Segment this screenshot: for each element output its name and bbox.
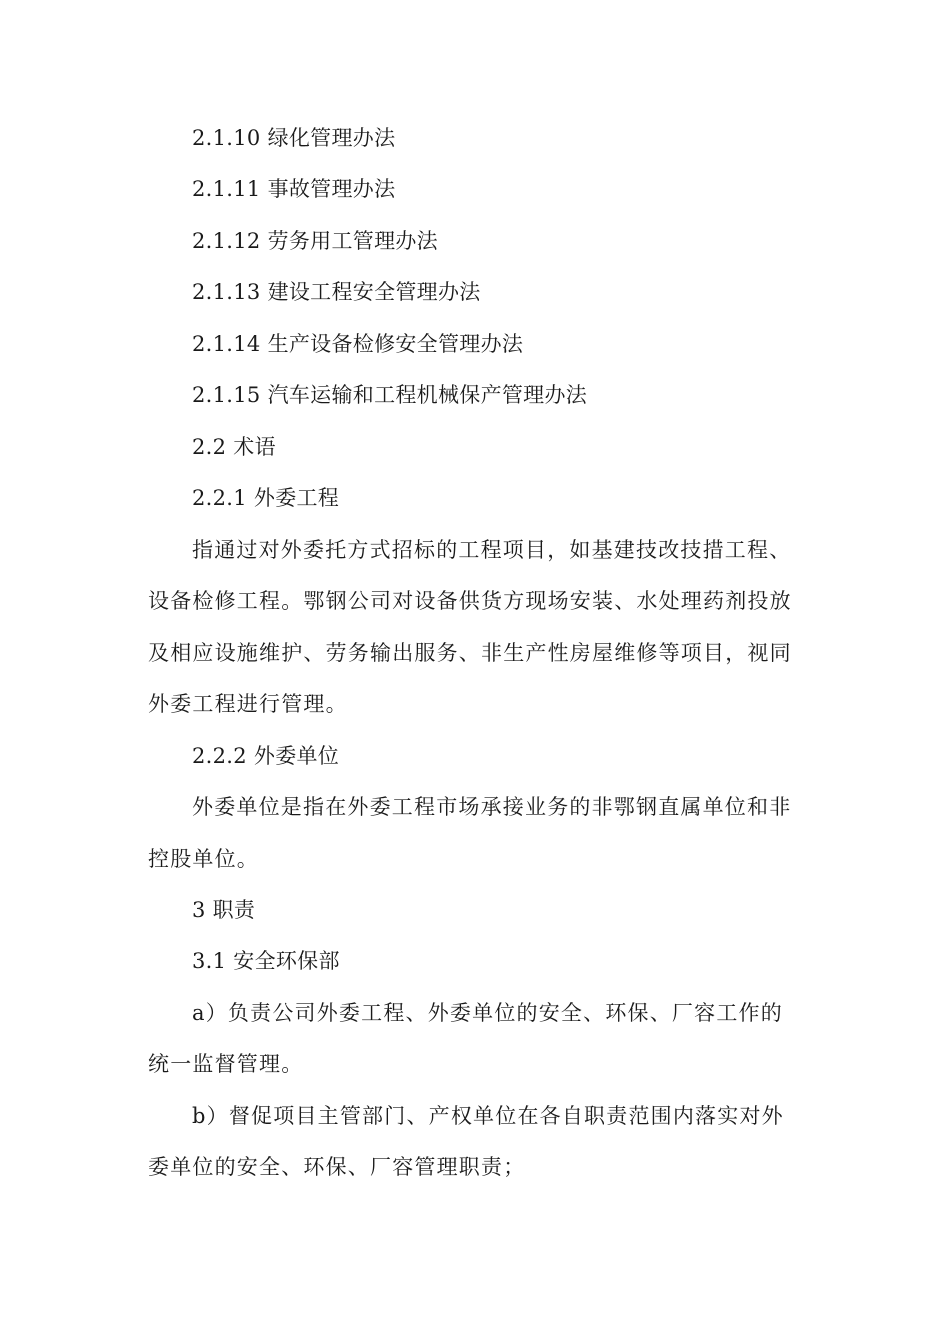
item-2-1-10: 2.1.10 绿化管理办法 bbox=[192, 126, 396, 150]
item-2-1-11: 2.1.11 事故管理办法 bbox=[192, 177, 396, 201]
paragraph-line: 及相应设施维护、劳务输出服务、非生产性房屋维修等项目，视同 bbox=[148, 641, 792, 665]
section-heading-2-2: 2.2 术语 bbox=[192, 435, 276, 459]
paragraph-line: 设备检修工程。鄂钢公司对设备供货方现场安装、水处理药剂投放 bbox=[148, 589, 792, 613]
subsection-heading-2-2-1: 2.2.1 外委工程 bbox=[192, 486, 340, 510]
list-item-b: b）督促项目主管部门、产权单位在各自职责范围内落实对外 bbox=[192, 1104, 784, 1128]
section-heading-3: 3 职责 bbox=[192, 898, 256, 922]
paragraph-line: 指通过对外委托方式招标的工程项目，如基建技改技措工程、 bbox=[192, 538, 792, 562]
paragraph-line: 外委单位是指在外委工程市场承接业务的非鄂钢直属单位和非 bbox=[192, 795, 792, 819]
item-2-1-13: 2.1.13 建设工程安全管理办法 bbox=[192, 280, 481, 304]
list-item-a-continued: 统一监督管理。 bbox=[148, 1052, 304, 1076]
list-item-b-continued: 委单位的安全、环保、厂容管理职责； bbox=[148, 1155, 526, 1179]
subsection-heading-3-1: 3.1 安全环保部 bbox=[192, 949, 340, 973]
paragraph-line: 控股单位。 bbox=[148, 847, 259, 871]
subsection-heading-2-2-2: 2.2.2 外委单位 bbox=[192, 744, 340, 768]
item-2-1-14: 2.1.14 生产设备检修安全管理办法 bbox=[192, 332, 524, 356]
item-2-1-15: 2.1.15 汽车运输和工程机械保产管理办法 bbox=[192, 383, 588, 407]
item-2-1-12: 2.1.12 劳务用工管理办法 bbox=[192, 229, 438, 253]
list-item-a: a）负责公司外委工程、外委单位的安全、环保、厂容工作的 bbox=[192, 1001, 783, 1025]
paragraph-line: 外委工程进行管理。 bbox=[148, 692, 348, 716]
